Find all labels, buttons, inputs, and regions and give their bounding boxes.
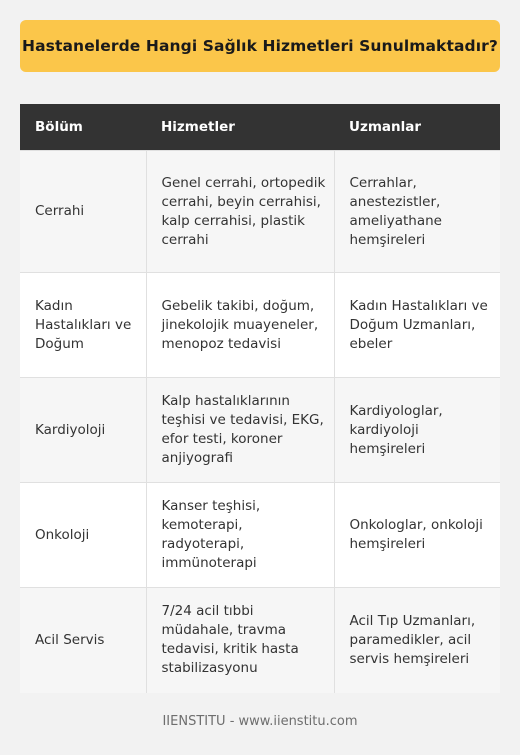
table-row bbox=[20, 483, 500, 588]
cell-services: Kanser teşhisi, kemoterapi, radyoterapi, immünoterapi bbox=[146, 483, 334, 588]
cell-specialists: Cerrahlar, anestezistler, ameliyathane hemşireleri bbox=[334, 151, 500, 273]
cell-department: Kadın Hastalıkları ve Doğum bbox=[20, 273, 146, 378]
page-title: Hastanelerde Hangi Sağlık Hizmetleri Sunulmaktadır? bbox=[20, 20, 500, 72]
table-row bbox=[20, 378, 500, 483]
cell-services: Kalp hastalıklarının teşhisi ve tedavisi, EKG, efor testi, koroner anjiyografi bbox=[146, 378, 334, 483]
footer-credit: IIENSTITU - www.iienstitu.com bbox=[162, 714, 358, 729]
cell-department: Acil Servis bbox=[20, 588, 146, 693]
cell-services: Genel cerrahi, ortopedik cerrahi, beyin cerrahisi, kalp cerrahisi, plastik cerrahi bbox=[146, 151, 334, 273]
cell-department: Kardiyoloji bbox=[20, 378, 146, 483]
cell-department: Onkoloji bbox=[20, 483, 146, 588]
table-row bbox=[20, 588, 500, 693]
column-header-services: Hizmetler bbox=[146, 104, 334, 151]
services-table bbox=[20, 104, 500, 693]
cell-services: Gebelik takibi, doğum, jinekolojik muayeneler, menopoz tedavisi bbox=[146, 273, 334, 378]
cell-department: Cerrahi bbox=[20, 151, 146, 273]
cell-services: 7/24 acil tıbbi müdahale, travma tedavisi, kritik hasta stabilizasyonu bbox=[146, 588, 334, 693]
cell-specialists: Kardiyologlar, kardiyoloji hemşireleri bbox=[334, 378, 500, 483]
cell-specialists: Onkologlar, onkoloji hemşireleri bbox=[334, 483, 500, 588]
column-header-department: Bölüm bbox=[20, 104, 146, 151]
cell-specialists: Kadın Hastalıkları ve Doğum Uzmanları, ebeler bbox=[334, 273, 500, 378]
column-header-specialists: Uzmanlar bbox=[334, 104, 500, 151]
table-row bbox=[20, 151, 500, 273]
table-row bbox=[20, 273, 500, 378]
cell-specialists: Acil Tıp Uzmanları, paramedikler, acil servis hemşireleri bbox=[334, 588, 500, 693]
table-header-row bbox=[20, 104, 500, 151]
